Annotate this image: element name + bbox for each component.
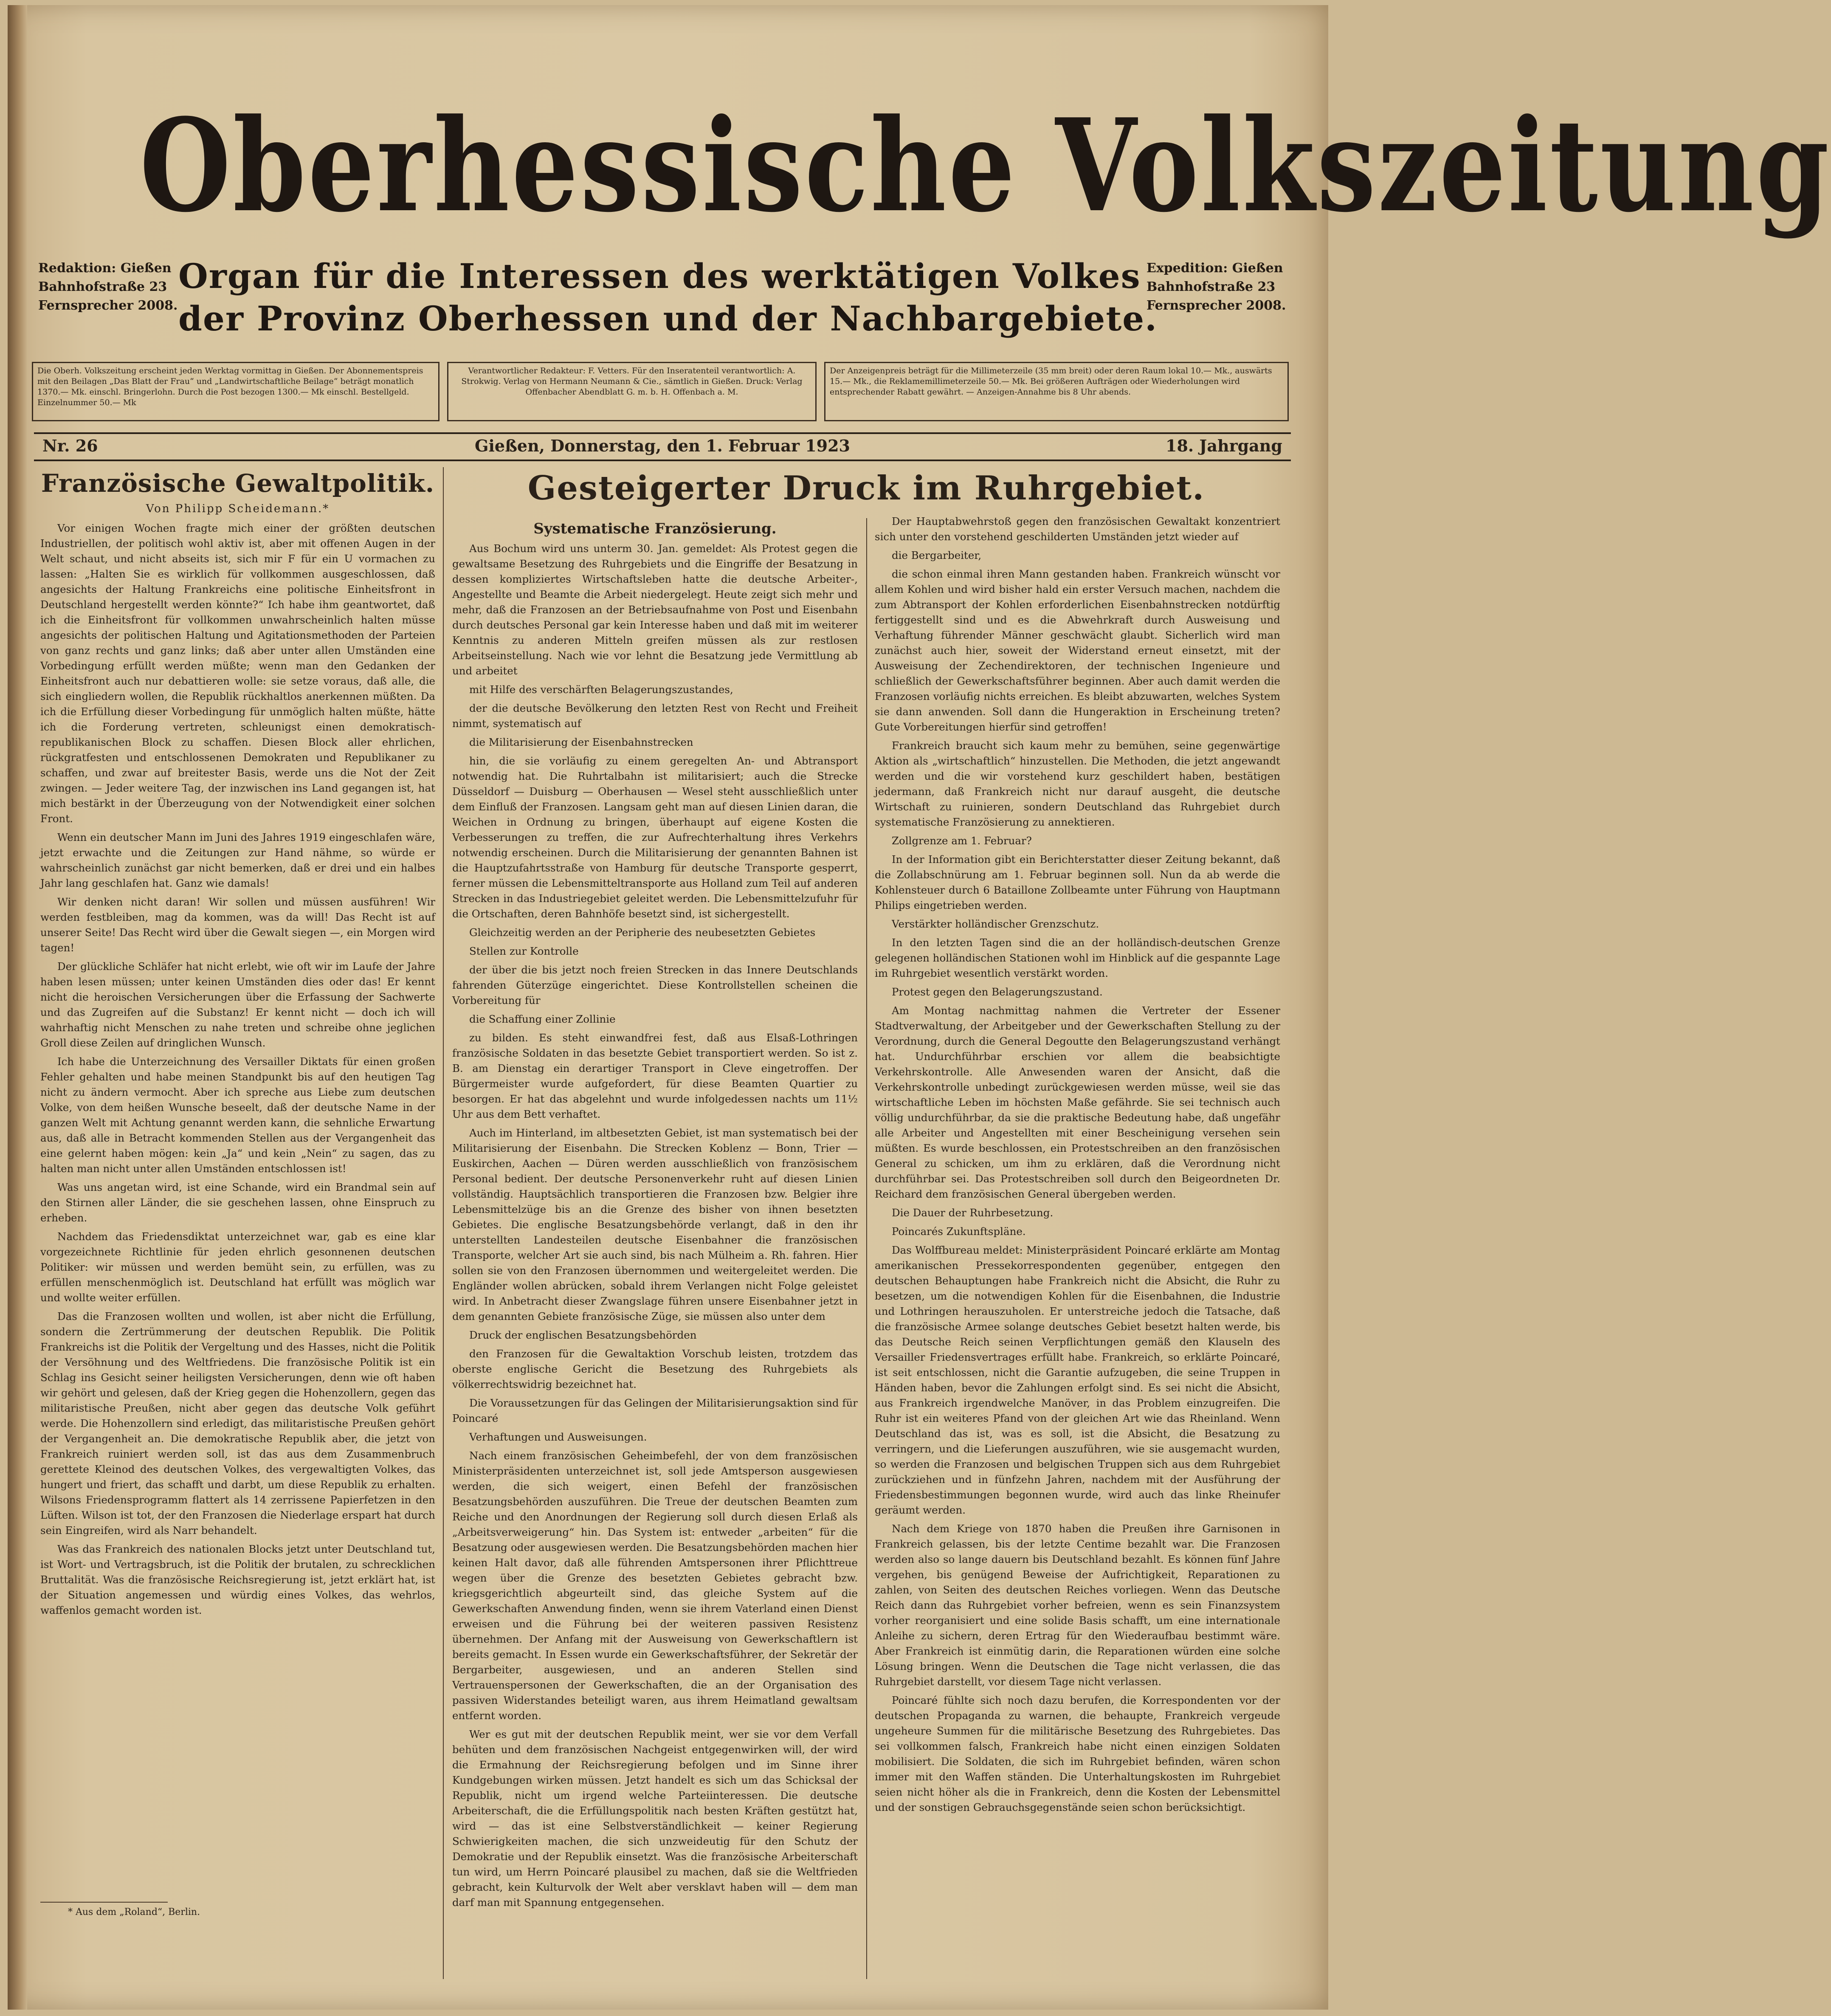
paragraph: Vor einigen Wochen fragte mich einer der größten deutschen Industriellen, der politisch wohl aktiv ist, aber mit offenen Augen in der Welt schaut, und nicht abseits ist, sich mir F für ein U vormachen zu lassen: „Halten Sie es wirklich für vollkommen ausgeschlossen, daß angesichts der Haltung Frankreichs eine politische Einheitsfront in Deutschland hergestellt werden könnte?“ Ich habe ihm geantwortet, daß ich die Einheitsfront für vollkommen unwahrscheinlich halten müsse angesichts der politischen Haltung und Agitationsmethoden der Parteien von ganz rechts und ganz links; daß aber unter allen Umständen eine Vorbedingung erfüllt werden müßte; wenn man den Gedanken der Einheitsfront auch nur debattieren wolle: sie setze voraus, daß alle, die sich eingliedern wollen, die Republik rückhaltlos anerkennen müßten. Da ich die Erfüllung dieser Vorbedingung für unmöglich halten müßte, hätte ich die Forderung vertreten, schleunigst einen demokratisch-republikanischen Block zu schaffen. Diesen Block aller ehrlichen, rückgratfesten und entschlossenen Demokraten und Republikaner zu schaffen, und zwar auf breitester Basis, werde uns die Not der Zeit zwingen. — Jeder weitere Tag, der inzwischen ins Land gegangen ist, hat mich bestärkt in der Überzeugung von der Notwendigkeit einer solchen Front. (40, 522, 435, 825)
paragraph: Poincarés Zukunftspläne. (892, 1225, 1026, 1238)
issue-date: Gießen, Donnerstag, den 1. Februar 1923 (475, 436, 850, 455)
column-rule (866, 518, 867, 1979)
paragraph: In der Information gibt ein Berichterstatter dieser Zeitung bekannt, daß die Zollabschnürung am 1. Februar beginnen soll. Nun da ab werde die Kohlensteuer durch 6 Bataillone Zollbeamte unter Führung von Hauptmann Philips eingetrieben werden. (875, 853, 1280, 911)
paragraph: hin, die sie vorläufig zu einem geregelten An- und Abtransport notwendig hat. Die Ruhrtalbahn ist militarisiert; auch die Strecke Düsseldorf — Duisburg — Oberhausen — Wesel steht ausschließlich unter dem Einfluß der Franzosen. Langsam geht man auf diesen Linien daran, die Weichen in Ordnung zu bringen, überhaupt auf eigene Kosten die Verbesserungen zu treffen, die zur Aufrechterhaltung ihres Verkehrs notwendig erscheinen. Durch die Militarisierung der genannten Bahnen ist die Hauptzufahrtsstraße von Hamburg für deutsche Transporte gesperrt, ferner müssen die Lebensmitteltransporte aus Holland zum Teil auf anderen Strecken in das Industriegebiet geleitet werden. Die Lebensmittelzufuhr für die Ortschaften, deren Bahnhöfe besetzt sind, ist sichergestellt. (452, 755, 858, 920)
expedition-line1: Expedition: Gießen (1146, 261, 1283, 276)
subtitle-line2: der Provinz Oberhessen und der Nachbargebiete. (178, 299, 1158, 338)
article-headline: Französische Gewaltpolitik. (41, 469, 435, 498)
redaktion-line1: Redaktion: Gießen (38, 261, 172, 276)
advertising-info: Der Anzeigenpreis beträgt für die Millimeterzeile (35 mm breit) oder deren Raum lokal 10.— Mk., auswärts 15.— Mk., die Reklamemillimeterzeile 50.— Mk. Bei größeren Aufträgen oder Wiederholungen wird entsprechender Rabatt gewährt. — Anzeigen-Annahme bis 8 Uhr abends. (824, 362, 1289, 421)
redaktion-line2: Bahnhofstraße 23 (38, 279, 167, 294)
column-rule (443, 467, 444, 1979)
section-heading: Systematische Französierung. (533, 520, 777, 537)
masthead-subtitle (178, 255, 1158, 340)
article-column-left (452, 514, 858, 1910)
redaktion-box (38, 259, 178, 315)
paragraph: Was das Frankreich des nationalen Blocks jetzt unter Deutschland tut, ist Wort- und Vertragsbruch, ist die Politik der brutalen, zu schrecklichen Bruttalität. Was die französische Reichsregierung ist, jetzt erklärt hat, ist der Situation angemessen und würdig eines Volkes, das wehrlos, waffenlos gemacht worden ist. (40, 1543, 435, 1616)
article-body (40, 521, 435, 1618)
paragraph: Protest gegen den Belagerungszustand. (892, 986, 1103, 998)
paragraph: Wir denken nicht daran! Wir sollen und müssen ausführen! Wir werden festbleiben, mag da kommen, was da will! Das Recht ist auf unserer Seite! Das Recht wird über die Gewalt siegen —, ein Morgen wird tagen! (40, 896, 435, 954)
footnote-rule (40, 1902, 168, 1903)
paragraph: Der Hauptabwehrstoß gegen den französischen Gewaltakt konzentriert sich unter den vorstehend geschilderten Umständen jetzt wieder auf (875, 515, 1280, 543)
article-footnote: * Aus dem „Roland“, Berlin. (68, 1907, 200, 1917)
paragraph: Wenn ein deutscher Mann im Juni des Jahres 1919 eingeschlafen wäre, jetzt erwachte und die Zeitungen zur Hand nähme, so würde er wahrscheinlich zunächst gar nicht bemerken, daß er drei und ein halbes Jahr lang geschlafen hat. Ganz wie damals! (40, 831, 435, 889)
paragraph: den Franzosen für die Gewaltaktion Vorschub leisten, trotzdem das oberste englische Gericht die Besetzung des Ruhrgebiets als völkerrechtswidrig bezeichnet hat. (452, 1348, 858, 1390)
paragraph: die Schaffung einer Zollinie (469, 1013, 616, 1025)
paragraph: Aus Bochum wird uns unterm 30. Jan. gemeldet: Als Protest gegen die gewaltsame Besetzung des Ruhrgebiets und die Eingriffe der Besatzung in dessen kompliziertes Wirtschaftsleben hatte die deutsche Arbeiter-, Angestellte und Beamte die Arbeit niedergelegt. Heute zeigt sich mehr und mehr, daß die Franzosen an der Betriebsaufnahme von Post und Eisenbahn durch deutsches Personal gar kein Interesse haben und daß mit im weiterer Kenntnis zu anderen Mitteln greifen müssen als zur restlosen Arbeitseinstellung. Nach wie vor lehnt die Besatzung jede Vermittlung ab und arbeitet (452, 542, 858, 677)
paragraph: Ich habe die Unterzeichnung des Versailler Diktats für einen großen Fehler gehalten und habe meinen Standpunkt bis auf den heutigen Tag nicht zu ändern vermocht. Aber ich spreche aus Liebe zum deutschen Volke, von dem heißen Wunsche beseelt, daß der deutsche Name in der ganzen Welt mit Achtung genannt werden kann, die sehnliche Erwartung aus, daß alle in Betracht kommenden Stellen aus der Vergangenheit das eine gelernt haben mögen: kein „Ja“ und kein „Nein“ zu sagen, das zu halten man nicht unter allen Umständen entschlossen ist! (40, 1055, 435, 1175)
paragraph: Auch im Hinterland, im altbesetzten Gebiet, ist man systematisch bei der Militarisierung der Eisenbahn. Die Strecken Koblenz — Bonn, Trier — Euskirchen, Aachen — Düren werden ausschließlich von französischem Personal bedient. Der deutsche Personenverkehr ruht auf diesen Linien vollständig. Hauptsächlich transportieren die Franzosen bzw. Belgier ihre Lebensmittelzüge bis an die Grenze des bisher von ihnen besetzten Gebietes. Die englische Besatzungsbehörde verlangt, daß in den ihr unterstellten Landesteilen deutsche Eisenbahner die französischen Transporte, welcher Art sie auch sind, bis nach Mülheim a. Rh. fahren. Hier sollen sie von den Franzosen übernommen und weitergeleitet werden. Die Engländer wollen abrücken, sobald ihrem Verlangen nicht Folge geleistet wird. In Anbetracht dieser Zwangslage führen unsere Eisenbahner jetzt in dem genannten Gebiete französische Züge, sie müssen also unter dem (452, 1127, 858, 1322)
dateline (34, 432, 1291, 461)
paragraph: Poincaré fühlte sich noch dazu berufen, die Korrespondenten vor der deutschen Propaganda zu warnen, die behaupte, Frankreich vergeude ungeheure Summen für die militärische Besetzung des Ruhrgebietes. Das sei vollkommen falsch, Frankreich habe nicht einen einzigen Soldaten mobilisiert. Die Soldaten, die sich im Ruhrgebiet befinden, wären schon immer mit den Waffen ständen. Die Unterhaltungskosten im Ruhrgebiet seien nicht höher als die in Frankreich, denn die Kosten der Lebensmittel und der sonstigen Gebrauchsgegenstände seien schon berücksichtigt. (875, 1694, 1280, 1813)
issue-number: Nr. 26 (42, 436, 98, 455)
paragraph: die Militarisierung der Eisenbahnstrecken (469, 736, 693, 748)
paragraph: die Bergarbeiter, (892, 549, 982, 561)
paragraph: Zollgrenze am 1. Februar? (892, 835, 1032, 847)
expedition-box (1146, 259, 1287, 315)
paragraph: Verhaftungen und Ausweisungen. (469, 1431, 647, 1443)
paragraph: Gleichzeitig werden an der Peripherie des neubesetzten Gebietes (469, 926, 816, 939)
paragraph: der über die bis jetzt noch freien Strecken in das Innere Deutschlands fahrenden Güterzüge eingerichtet. Diese Kontrollstellen scheinen die Vorbereitung für (452, 964, 858, 1007)
article-body (452, 541, 858, 1910)
paragraph: zu bilden. Es steht einwandfrei fest, daß aus Elsaß-Lothringen französische Soldaten in das besetzte Gebiet transportiert werden. So ist z. B. am Dienstag ein derartiger Transport in Cleve eingetroffen. Der Bürgermeister wurde aufgefordert, für diese Beamten Quartier zu besorgen. Er hat das abgelehnt und wurde infolgedessen nachts um 11½ Uhr aus dem Bett verhaftet. (452, 1032, 858, 1120)
paragraph: In den letzten Tagen sind die an der holländisch-deutschen Grenze gelegenen holländischen Stationen wohl im Hinblick auf die gespannte Lage im Ruhrgebiet wesentlich verstärkt worden. (875, 936, 1280, 979)
paragraph: Der glückliche Schläfer hat nicht erlebt, wie oft wir im Laufe der Jahre haben lesen müssen; unter keinen Umständen dies oder das! Er kennt nicht die heroischen Versicherungen über die Erfassung der Sachwerte und das Zugreifen auf die Substanz! Er kennt nicht — doch ich will wahrhaftig nicht Menschen zu nahe treten und schreibe ohne jeglichen Groll diese Zeilen auf dringlichen Wunsch. (40, 960, 435, 1049)
paragraph: Das Wolffbureau meldet: Ministerpräsident Poincaré erklärte am Montag amerikanischen Pressekorrespondenten gegenüber, entgegen den deutschen Behauptungen habe Frankreich nicht die Absicht, die Ruhr zu besetzen, um die notwendigen Kohlen für die Eisenbahnen, die Industrie und Lothringen herauszuholen. Er unterstreiche jedoch die Tatsache, daß die französische Armee solange deutsches Gebiet besetzt halten werde, bis das Deutsche Reich seinen Verpflichtungen gemäß den Klauseln des Versailler Friedensvertrages erfüllt habe. Frankreich, so erklärte Poincaré, ist seit entschlossen, nicht die Garantie aufzugeben, die seine Truppen in Händen haben, bevor die Zahlungen erfolgt sind. Es sei nicht die Absicht, aus Frankreich irgendwelche Manöver, in das Problem einzugreifen. Die Ruhr ist ein weiteres Pfand von der gleichen Art wie das Rheinland. Wenn Deutschland das ist, was es soll, ist die Absicht, die Besatzung zu verringern, und die Lieferungen auszuführen, wie sie ausgemacht wurden, so werden die Franzosen und belgischen Truppen sich aus dem Ruhrgebiet zurückziehen und in fünfzehn Jahren, nachdem mit der Ausführung der Friedensbestimmungen begonnen wurde, wird auch das linke Rheinufer geräumt werden. (875, 1244, 1280, 1516)
paragraph: Nach dem Kriege von 1870 haben die Preußen ihre Garnisonen in Frankreich gelassen, bis der letzte Centime bezahlt war. Die Franzosen werden also so lange dauern bis Deutschland bezahlt. Es können fünf Jahre vergehen, bis genügend Beweise der Aufrichtigkeit, Reparationen zu zahlen, von Seiten des deutschen Reiches vorliegen. Wenn das Deutsche Reich dann das Ruhrgebiet vorher befreien, wenn es sein Finanzsystem vorher reorganisiert und eine solide Basis schafft, um eine internationale Anleihe zu sichern, deren Ertrag für den Wiederaufbau bestimmt wäre. Aber Frankreich ist einmütig darin, die Reparationen würden eine solche Lösung bringen. Wenn die Deutschen die Tage nicht verlassen, die das Ruhrgebiet darstellt, vor diesem Tage nicht verlassen. (875, 1523, 1280, 1688)
paragraph: Verstärkter holländischer Grenzschutz. (892, 918, 1099, 930)
paragraph: Nach einem französischen Geheimbefehl, der von dem französischen Ministerpräsidenten unterzeichnet ist, soll jede Amtsperson ausgewiesen werden, die sich weigert, einen Befehl der französischen Besatzungsbehörden auszuführen. Die Treue der deutschen Beamten zum Reiche und den Anordnungen der Regierung soll durch diesen Erlaß als „Arbeitsverweigerung“ hin. Das System ist: entweder „arbeiten“ für die Besatzung oder ausgewiesen werden. Die Besatzungsbehörden machen hier keinen Halt davor, daß alle führenden Amtspersonen ihrer Pflichttreue wegen über die Grenze des besetzten Gebietes gebracht bzw. kriegsgerichtlich abgeurteilt sind, das gleiche System auf die Gewerkschaften Anwendung finden, wenn sie ihrem Vaterland einen Dienst erweisen und die Führung bei der weiteren passiven Resistenz übernehmen. Der Anfang mit der Ausweisung von Gewerkschaftlern ist bereits gemacht. In Essen wurde ein Gewerkschaftsführer, der Sekretär der Bergarbeiter, ausgewiesen, und an anderen Stellen sind Vertrauenspersonen der Gewerkschaften, die an der Organisation des passiven Widerstandes beteiligt waren, aus ihrem Heimatland gewaltsam entfernt worden. (452, 1449, 858, 1722)
paragraph: Was uns angetan wird, ist eine Schande, wird ein Brandmal sein auf den Stirnen aller Länder, die sie geschehen lassen, ohne Einspruch zu erheben. (40, 1181, 435, 1224)
expedition-line2: Bahnhofstraße 23 (1146, 279, 1276, 294)
article-body (875, 514, 1280, 1815)
paragraph: Das die Franzosen wollten und wollen, ist aber nicht die Erfüllung, sondern die Zertrümmerung der deutschen Republik. Die Politik Frankreichs ist die Politik der Vergeltung und des Hasses, nicht die Politik der Versöhnung und des Weltfriedens. Die französische Politik ist ein Schlag ins Gesicht seiner heiligsten Versicherungen, denn wie oft haben wir gehört und gelesen, daß der Krieg gegen die Hohenzollern, gegen das militaristische Preußen, nicht aber gegen das deutsche Volk geführt werde. Die Hohenzollern sind erledigt, das militaristische Preußen gehört der Vergangenheit an. Die demokratische Republik aber, die jetzt von Frankreich ruiniert werden soll, ist das aus dem Zusammenbruch gerettete Kleinod des deutschen Volkes, des vergewaltigten Volkes, das hungert und friert, das schafft und darbt, um diese Republik zu erhalten. Wilsons Friedensprogramm flattert als 14 zerrissene Papierfetzen in den Lüften. Wilson ist tot, der den Franzosen die Niederlage erspart hat durch sein Eingreifen, wird als Narr behandelt. (40, 1310, 435, 1537)
editorial-info: Verantwortlicher Redakteur: F. Vetters. Für den Inseratenteil verantwortlich: A. Strokwig. Verlag von Hermann Neumann & Cie., sämtlich in Gießen. Druck: Verlag Offenbacher Abendblatt G. m. b. H. Offenbach a. M. (447, 362, 817, 421)
paragraph: der die deutsche Bevölkerung den letzten Rest von Recht und Freiheit nimmt, systematisch auf (452, 702, 858, 730)
paragraph: Die Voraussetzungen für das Gelingen der Militarisierungsaktion sind für Poincaré (452, 1397, 858, 1424)
paragraph: Stellen zur Kontrolle (469, 945, 579, 957)
article-byline: Von Philipp Scheidemann.* (146, 502, 330, 515)
article-gewaltpolitik (40, 467, 435, 1903)
paragraph: die schon einmal ihren Mann gestanden haben. Frankreich wünscht vor allem Kohlen und wird bisher hald ein erster Versuch machen, nachdem die zum Abtransport der Kohlen erforderlichen Eisenbahnstrecken notdürftig fertiggestellt sind und es die Abwehrkraft durch Ausweisung und Verhaftung führender Männer geschwächt glaubt. Sicherlich wird man zunächst auch hier, soweit der Widerstand erneut einsetzt, mit der Ausweisung der Zechendirektoren, der technischen Ingenieure und schließlich der Gewerkschaftsführer beginnen. Aber auch damit werden die Franzosen vorläufig nichts erreichen. Es bleibt abzuwarten, welches System sie dann anwenden. Soll dann die Hungeraktion in Erscheinung treten? Gute Vorbereitungen hierfür sind getroffen! (875, 568, 1280, 733)
expedition-line3: Fernsprecher 2008. (1146, 298, 1286, 313)
masthead-title: Oberhessische Volkszeitung (140, 90, 1831, 240)
volume-year: 18. Jahrgang (1166, 436, 1282, 455)
page-binding (8, 5, 27, 2010)
subtitle-line1: Organ für die Interessen des werktätigen Volkes (178, 256, 1141, 296)
info-bar (32, 362, 1289, 421)
paragraph: Frankreich braucht sich kaum mehr zu bemühen, seine gegenwärtige Aktion als „wirtschaftlich“ hinzustellen. Die Methoden, die jetzt angewandt werden und die wir vorstehend kurz geschildert haben, bestätigen jedermann, daß Frankreich nicht nur darauf ausgeht, die deutsche Wirtschaft zu ruinieren, sondern Deutschland das Ruhrgebiet durch systematische Französierung zu annektieren. (875, 739, 1280, 828)
article-column-right (875, 514, 1280, 1910)
paragraph: Nachdem das Friedensdiktat unterzeichnet war, gab es eine klar vorgezeichnete Richtlinie für jeden ehrlich gesonnenen deutschen Politiker: wir müssen und werden bemüht sein, zu erfüllen, was zu erfüllen menschenmöglich ist. Deutschland hat erfüllt was möglich war und wollte weiter erfüllen. (40, 1230, 435, 1304)
paragraph: Druck der englischen Besatzungsbehörden (469, 1329, 697, 1341)
paragraph: Die Dauer der Ruhrbesetzung. (892, 1207, 1054, 1219)
paragraph: mit Hilfe des verschärften Belagerungszustandes, (469, 683, 733, 696)
paragraph: Wer es gut mit der deutschen Republik meint, wer sie vor dem Verfall behüten und dem französischen Nachgeist entgegenwirken will, der wird die Ermahnung der Reichsregierung befolgen und im Sinne ihrer Kundgebungen wirken müssen. Jetzt handelt es sich um das Schicksal der Republik, nicht um irgend welche Parteiinteressen. Die deutsche Arbeiterschaft, die die Erfüllungspolitik nach besten Kräften gestützt hat, wird — das ist eine Selbstverständlichkeit — keiner Regierung Schwierigkeiten machen, die sich unzweideutig für den Schutz der Demokratie und der Republik einsetzt. Was die französische Arbeiterschaft tun wird, um Herrn Poincaré plausibel zu machen, daß sie die Weltfrieden gebracht, kein Kulturvolk der Welt aber versklavt haben will — dem man darf man mit Spannung entgegensehen. (452, 1728, 858, 1909)
redaktion-line3: Fernsprecher 2008. (38, 298, 178, 313)
subscription-info: Die Oberh. Volkszeitung erscheint jeden Werktag vormittag in Gießen. Der Abonnementspreis mit den Beilagen „Das Blatt der Frau“ und „Landwirtschaftliche Beilage“ beträgt monatlich 1370.— Mk. einschl. Bringerlohn. Durch die Post bezogen 1300.— Mk einschl. Bestellgeld. Einzelnummer 50.— Mk (32, 362, 439, 421)
paragraph: Am Montag nachmittag nahmen die Vertreter der Essener Stadtverwaltung, der Arbeitgeber und der Gewerkschaften Stellung zu der Verordnung, durch die General Degoutte den Belagerungszustand verhängt hat. Undurchführbar erschien vor allem die beabsichtigte Verkehrskontrolle. Alle Anwesenden waren der Ansicht, daß die Verkehrskontrolle unbedingt zurückgewiesen werden müsse, weil sie das wirtschaftliche Leben im höchsten Maße gefährde. Sie sei technisch auch völlig undurchführbar, da sie die praktische Bedeutung habe, daß ungefähr alle Arbeiter und Angestellten mit einer Bescheinigung versehen sein müßten. Es wurde beschlossen, ein Protestschreiben an den französischen General zu schicken, um ihm zu erklären, daß die Verordnung nicht durchführbar sei. Das Protestschreiben soll durch den Beigeordneten Dr. Reichard dem französischen General übergeben werden. (875, 1004, 1280, 1200)
article-headline: Gesteigerter Druck im Ruhrgebiet. (527, 469, 1205, 508)
